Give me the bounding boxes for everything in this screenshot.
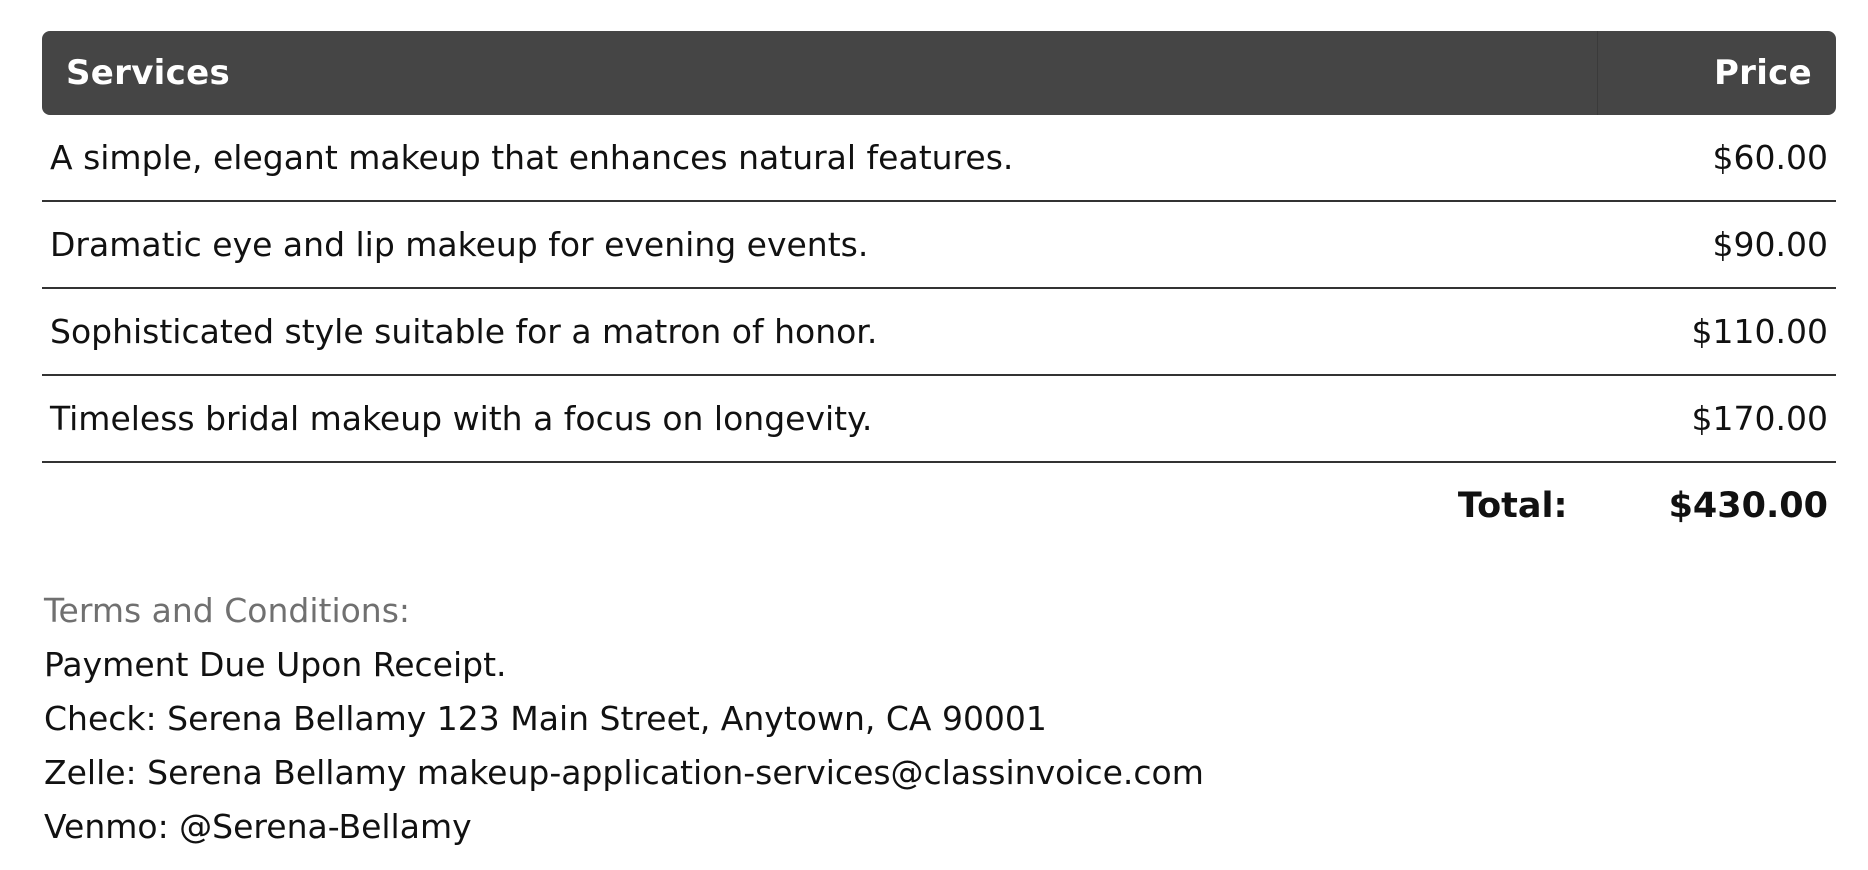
- table-row: [42, 288, 1836, 375]
- price-column-header: Price: [1598, 31, 1837, 115]
- terms-section: [44, 584, 1204, 854]
- total-label: Total:: [1457, 486, 1568, 526]
- venmo-payment-line: Venmo: @Serena-Bellamy: [44, 807, 472, 846]
- zelle-payment-line: Zelle: Serena Bellamy makeup-application-services@classinvoice.com: [44, 753, 1204, 792]
- table-row: [42, 115, 1836, 201]
- table-header-row: [42, 31, 1836, 115]
- service-price: $90.00: [1598, 201, 1837, 288]
- total-row: [42, 462, 1836, 549]
- service-price: $60.00: [1598, 115, 1837, 201]
- service-description: Timeless bridal makeup with a focus on longevity.: [42, 375, 1598, 462]
- payment-due-line: Payment Due Upon Receipt.: [44, 645, 507, 684]
- check-payment-line: Check: Serena Bellamy 123 Main Street, Anytown, CA 90001: [44, 699, 1047, 738]
- total-value: $430.00: [1668, 486, 1828, 526]
- service-price: $170.00: [1598, 375, 1837, 462]
- service-description: A simple, elegant makeup that enhances natural features.: [42, 115, 1598, 201]
- table-row: [42, 201, 1836, 288]
- table-row: [42, 375, 1836, 462]
- terms-heading: Terms and Conditions:: [44, 591, 411, 630]
- service-price: $110.00: [1598, 288, 1837, 375]
- service-description: Dramatic eye and lip makeup for evening events.: [42, 201, 1598, 288]
- services-column-header: Services: [42, 31, 1598, 115]
- services-table: [42, 31, 1836, 549]
- service-description: Sophisticated style suitable for a matron of honor.: [42, 288, 1598, 375]
